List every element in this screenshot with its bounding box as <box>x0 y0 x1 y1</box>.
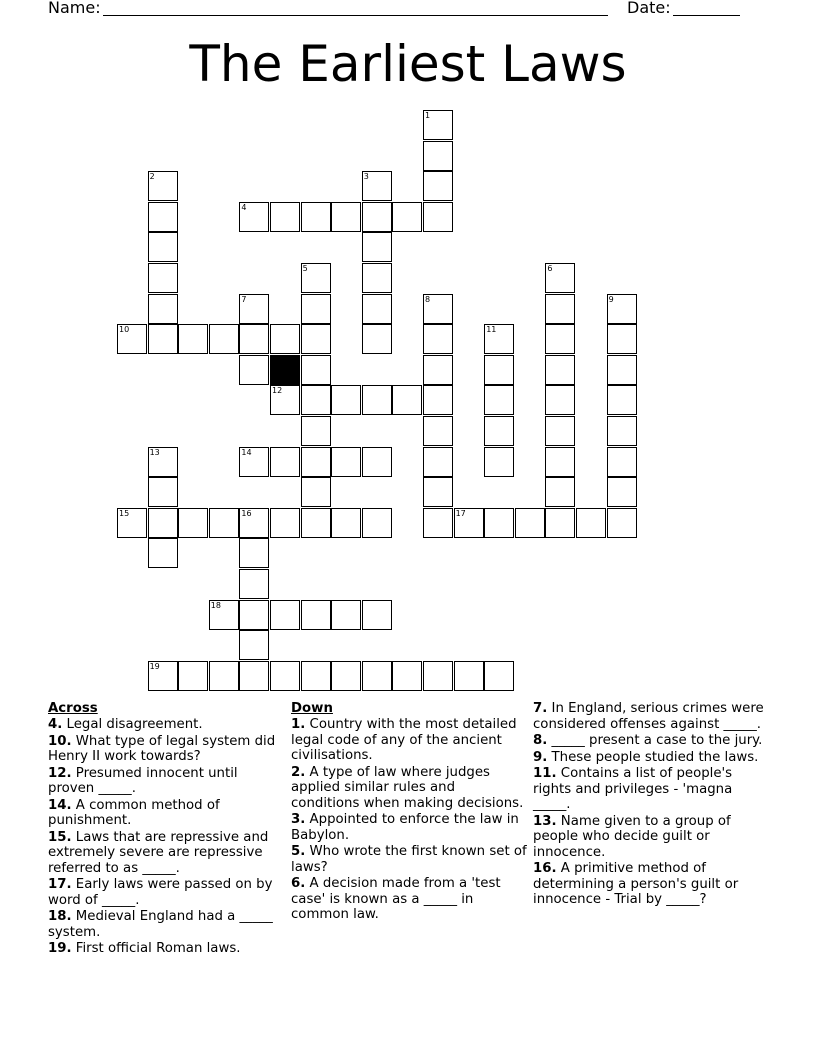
crossword-cell[interactable] <box>423 110 453 140</box>
clue-text: Laws that are repressive and extremely severe are repressive referred to as _____. <box>48 829 269 876</box>
crossword-cell[interactable] <box>148 538 178 568</box>
crossword-cell[interactable] <box>209 324 239 354</box>
crossword-cell[interactable] <box>178 324 208 354</box>
clue-item <box>533 701 769 732</box>
crossword-cell[interactable] <box>607 355 637 385</box>
clue-number: 15 <box>119 508 130 518</box>
crossword-cell[interactable] <box>484 355 514 385</box>
crossword-cell[interactable] <box>423 385 453 415</box>
date-label: Date: <box>627 0 671 17</box>
clue-item <box>291 876 527 923</box>
clue-text: Country with the most detailed legal code of any of the ancient civilisations. <box>291 717 517 763</box>
crossword-cell[interactable] <box>148 263 178 293</box>
clue-text: Legal disagreement. <box>62 717 203 732</box>
crossword-cell[interactable] <box>423 447 453 477</box>
crossword-cell[interactable] <box>239 447 269 477</box>
crossword-cell[interactable] <box>148 202 178 232</box>
crossword-cell[interactable] <box>148 477 178 507</box>
page-title: The Earliest Laws <box>189 35 627 93</box>
crossword-cell[interactable] <box>423 508 453 538</box>
clue-number-label: 15. <box>48 829 72 845</box>
clue-item <box>48 830 280 877</box>
across-clues <box>48 701 280 958</box>
clue-number-label: 13. <box>533 813 557 829</box>
crossword-cell[interactable] <box>209 600 239 630</box>
crossword-cell[interactable] <box>331 202 361 232</box>
crossword-cell[interactable] <box>301 324 331 354</box>
clue-text: In England, serious crimes were considered offenses against _____. <box>533 701 764 732</box>
crossword-cell[interactable] <box>607 324 637 354</box>
crossword-cell[interactable] <box>270 324 300 354</box>
clue-number: 3 <box>363 172 369 182</box>
crossword-cell[interactable] <box>545 294 575 324</box>
clue-text: Who wrote the first known set of laws? <box>291 844 527 875</box>
down-clue-list-continued <box>533 701 769 908</box>
crossword-cell[interactable] <box>148 171 178 201</box>
crossword-cell[interactable] <box>607 385 637 415</box>
crossword-cell[interactable] <box>301 477 331 507</box>
crossword-cell[interactable] <box>301 202 331 232</box>
crossword-cell[interactable] <box>178 661 208 691</box>
clue-number: 6 <box>547 264 553 273</box>
crossword-cell[interactable] <box>301 263 331 293</box>
clue-number: 14 <box>241 447 252 457</box>
clue-text: First official Roman laws. <box>71 941 241 956</box>
clue-number-label: 10. <box>48 733 72 749</box>
crossword-cell[interactable] <box>545 416 575 446</box>
crossword-cell[interactable] <box>423 294 453 324</box>
crossword-cell[interactable] <box>362 232 392 262</box>
crossword-cell[interactable] <box>301 385 331 415</box>
clue-text: What type of legal system did Henry II work towards? <box>48 733 276 764</box>
clue-number: 5 <box>302 264 308 273</box>
crossword-cell[interactable] <box>392 661 422 691</box>
crossword-cell[interactable] <box>331 447 361 477</box>
clue-number-label: 6. <box>291 876 306 891</box>
clue-number: 8 <box>425 294 431 304</box>
crossword-cell[interactable] <box>239 202 269 232</box>
crossword-cell[interactable] <box>239 569 269 599</box>
clue-item <box>291 765 527 812</box>
crossword-cell[interactable] <box>270 600 300 630</box>
crossword-cell[interactable] <box>148 661 178 691</box>
crossword-cell[interactable] <box>301 416 331 446</box>
crossword-cell[interactable] <box>117 324 147 354</box>
clue-item <box>533 766 769 813</box>
crossword-cell[interactable] <box>576 508 606 538</box>
clue-number: 7 <box>241 294 247 304</box>
crossword-cell[interactable] <box>239 661 269 691</box>
crossword-cell[interactable] <box>607 477 637 507</box>
clue-item <box>533 861 769 908</box>
clue-text: Contains a list of people's rights and privileges - 'magna _____. <box>533 766 733 812</box>
crossword-cell[interactable] <box>607 416 637 446</box>
clue-number-label: 18. <box>48 909 72 924</box>
clue-text: These people studied the laws. <box>547 749 759 765</box>
crossword-cell[interactable] <box>484 447 514 477</box>
clue-number-label: 1. <box>291 717 306 732</box>
crossword-cell[interactable] <box>148 294 178 324</box>
crossword-cell[interactable] <box>423 202 453 232</box>
crossword-cell[interactable] <box>423 355 453 385</box>
clue-number: 12 <box>272 386 283 396</box>
clue-item <box>291 812 527 843</box>
clue-item <box>48 717 280 733</box>
clue-item <box>48 909 280 940</box>
crossword-cell[interactable] <box>239 324 269 354</box>
crossword-cell[interactable] <box>301 600 331 630</box>
clue-number: 4 <box>241 202 247 212</box>
crossword-cell[interactable] <box>148 232 178 262</box>
crossword-cell[interactable] <box>392 385 422 415</box>
clue-number-label: 11. <box>533 766 557 781</box>
clue-number: 2 <box>149 172 155 182</box>
crossword-cell[interactable] <box>270 508 300 538</box>
crossword-cell[interactable] <box>423 477 453 507</box>
crossword-cell[interactable] <box>239 294 269 324</box>
clue-number: 19 <box>149 661 160 671</box>
crossword-cell[interactable] <box>515 508 545 538</box>
crossword-cell[interactable] <box>239 538 269 568</box>
crossword-cell[interactable] <box>209 508 239 538</box>
crossword-cell[interactable] <box>484 385 514 415</box>
crossword-cell[interactable] <box>301 355 331 385</box>
crossword-cell[interactable] <box>484 416 514 446</box>
crossword-cell[interactable] <box>362 600 392 630</box>
crossword-cell[interactable] <box>331 508 361 538</box>
clue-number-label: 2. <box>291 764 306 780</box>
crossword-cell[interactable] <box>607 447 637 477</box>
crossword-cell[interactable] <box>545 385 575 415</box>
clue-item <box>533 814 769 861</box>
clue-text: Name given to a group of people who decide guilt or innocence. <box>533 813 731 860</box>
crossword-cell[interactable] <box>545 447 575 477</box>
crossword-cell[interactable] <box>239 355 269 385</box>
crossword-cell[interactable] <box>545 263 575 293</box>
crossword-cell[interactable] <box>301 661 331 691</box>
clue-number-label: 9. <box>533 749 548 765</box>
clue-text: _____ present a case to the jury. <box>547 733 763 748</box>
crossword-cell[interactable] <box>423 324 453 354</box>
clue-number: 10 <box>119 325 130 335</box>
crossword-cell[interactable] <box>423 416 453 446</box>
down-clues <box>291 701 527 924</box>
clue-number-label: 17. <box>48 877 72 892</box>
clue-number-label: 16. <box>533 861 557 876</box>
crossword-cell[interactable] <box>270 385 300 415</box>
clue-text: A common method of punishment. <box>48 797 220 828</box>
crossword-cell[interactable] <box>301 447 331 477</box>
crossword-cell[interactable] <box>239 600 269 630</box>
clue-item <box>48 877 280 908</box>
clue-number-label: 14. <box>48 797 72 813</box>
crossword-cell[interactable] <box>270 661 300 691</box>
clue-text: Medieval England had a _____ system. <box>48 909 273 940</box>
crossword-cell[interactable] <box>178 508 208 538</box>
crossword-cell[interactable] <box>484 508 514 538</box>
across-clue-list <box>48 717 280 957</box>
crossword-cell[interactable] <box>545 508 575 538</box>
crossword-cell[interactable] <box>362 324 392 354</box>
down-heading: Down <box>291 701 333 716</box>
crossword-cell[interactable] <box>239 630 269 660</box>
clue-number-label: 8. <box>533 733 548 748</box>
clue-item <box>291 717 527 764</box>
crossword-cell[interactable] <box>607 508 637 538</box>
crossword-cell[interactable] <box>362 661 392 691</box>
clue-number: 9 <box>608 294 614 304</box>
clue-number: 18 <box>210 600 221 610</box>
crossword-cell[interactable] <box>545 324 575 354</box>
clue-item <box>48 941 280 957</box>
crossword-cell[interactable] <box>423 171 453 201</box>
clue-item <box>48 734 280 765</box>
crossword-cell[interactable] <box>362 508 392 538</box>
clue-text: A decision made from a 'test case' is known as a _____ in common law. <box>291 876 501 922</box>
down-clue-list <box>291 717 527 923</box>
crossword-cell[interactable] <box>454 508 484 538</box>
crossword-cell[interactable] <box>362 294 392 324</box>
clue-number: 13 <box>149 447 160 457</box>
crossword-cell[interactable] <box>423 661 453 691</box>
clue-text: Presumed innocent until proven _____. <box>48 765 238 796</box>
crossword-cell[interactable] <box>148 508 178 538</box>
crossword-cell[interactable] <box>484 661 514 691</box>
clue-item <box>533 750 769 766</box>
clue-number-label: 19. <box>48 941 72 956</box>
crossword-cell[interactable] <box>545 355 575 385</box>
across-heading: Across <box>48 701 98 716</box>
black-square <box>270 355 300 385</box>
crossword-cell[interactable] <box>239 508 269 538</box>
clue-text: A primitive method of determining a person's guilt or innocence - Trial by _____? <box>533 861 739 907</box>
clue-number: 11 <box>486 325 497 335</box>
clue-number-label: 12. <box>48 765 72 781</box>
clue-number-label: 3. <box>291 812 306 827</box>
crossword-cell[interactable] <box>362 202 392 232</box>
clue-text: Early laws were passed on by word of _____. <box>48 877 273 908</box>
clue-number-label: 5. <box>291 844 306 859</box>
crossword-cell[interactable] <box>270 202 300 232</box>
clue-item <box>291 844 527 875</box>
crossword-cell[interactable] <box>484 324 514 354</box>
crossword-cell[interactable] <box>362 385 392 415</box>
clue-item <box>48 798 280 829</box>
clue-text: A type of law where judges applied similar rules and conditions when making decisions. <box>291 764 524 811</box>
crossword-cell[interactable] <box>331 385 361 415</box>
crossword-cell[interactable] <box>301 294 331 324</box>
crossword-cell[interactable] <box>148 324 178 354</box>
clue-number: 16 <box>241 508 252 518</box>
clue-number-label: 4. <box>48 717 63 732</box>
crossword-cell[interactable] <box>270 447 300 477</box>
crossword-cell[interactable] <box>607 294 637 324</box>
clue-text: Appointed to enforce the law in Babylon. <box>291 812 519 843</box>
crossword-cell[interactable] <box>117 508 147 538</box>
crossword-cell[interactable] <box>545 477 575 507</box>
crossword-cell[interactable] <box>209 661 239 691</box>
clue-number: 17 <box>455 508 466 518</box>
crossword-cell[interactable] <box>362 447 392 477</box>
crossword-cell[interactable] <box>331 661 361 691</box>
crossword-cell[interactable] <box>392 202 422 232</box>
clue-item <box>533 733 769 749</box>
crossword-cell[interactable] <box>301 508 331 538</box>
crossword-cell[interactable] <box>423 141 453 171</box>
crossword-cell[interactable] <box>454 661 484 691</box>
clue-number-label: 7. <box>533 701 548 716</box>
clue-item <box>48 766 280 797</box>
crossword-cell[interactable] <box>331 600 361 630</box>
clue-number: 1 <box>425 111 431 120</box>
crossword-cell[interactable] <box>148 447 178 477</box>
name-label: Name: <box>48 0 101 17</box>
crossword-cell[interactable] <box>362 171 392 201</box>
crossword-cell[interactable] <box>362 263 392 293</box>
down-clues-continued <box>533 701 769 909</box>
